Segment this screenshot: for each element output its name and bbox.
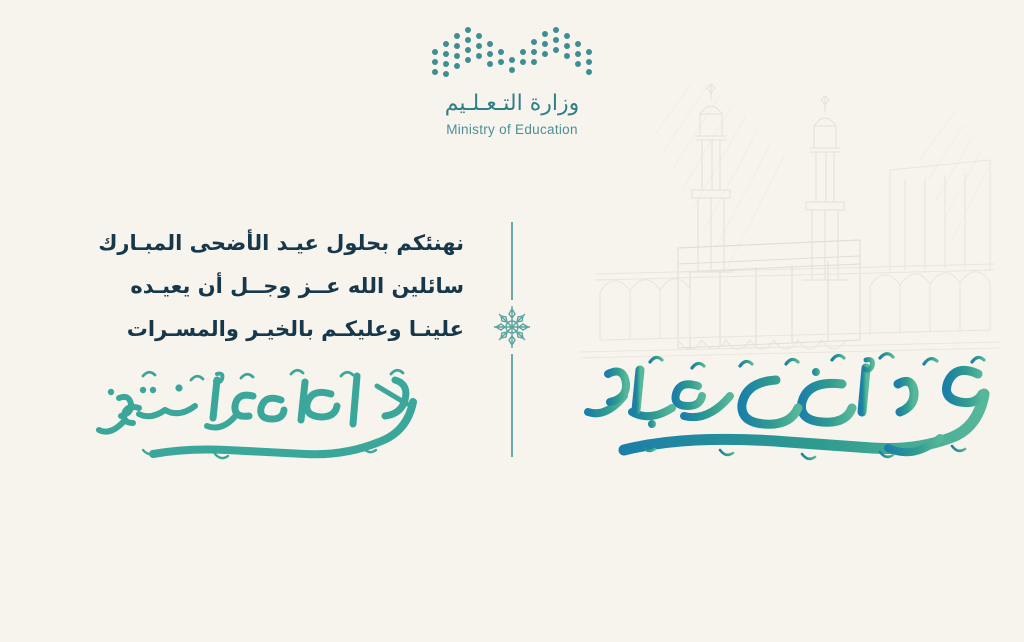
eight-point-star-ornament bbox=[487, 300, 537, 354]
vertical-divider bbox=[511, 222, 513, 457]
divider-line-top bbox=[511, 222, 513, 300]
greeting-line-2: سائلين الله عــز وجــل أن يعيـده bbox=[130, 274, 464, 299]
ministry-logo-english-name: Ministry of Education bbox=[446, 122, 578, 138]
ministry-logo bbox=[362, 22, 662, 137]
sub-calligraphy-kol-aam-wa-antum-bikhair bbox=[95, 368, 425, 468]
greeting-line-3: علينـا وعليكـم بالخيـر والمسـرات bbox=[126, 317, 464, 342]
main-calligraphy-eid-adha-mubarak bbox=[580, 350, 1000, 470]
greeting-line-1: نهنئكم بحلول عيـد الأضحى المبـارك bbox=[98, 231, 464, 255]
ministry-logo-arabic-name: وزارة التـعـلـيم bbox=[444, 91, 580, 116]
greeting-message bbox=[44, 222, 464, 351]
divider-line-bottom bbox=[511, 354, 513, 457]
moe-dotted-wave-logo bbox=[427, 22, 597, 84]
